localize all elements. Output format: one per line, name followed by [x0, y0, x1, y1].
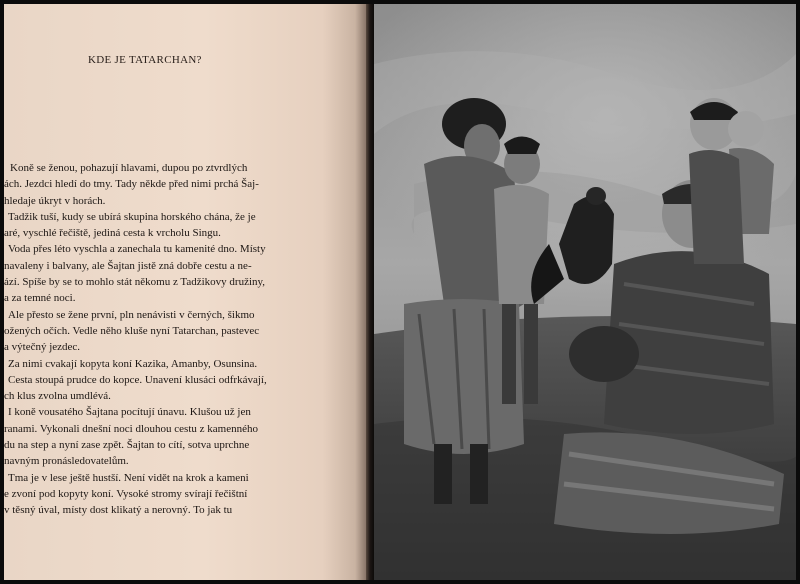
text-line: e zvoní pod kopyty koní. Vysoké stromy svírají řečištní — [4, 487, 248, 500]
text-line: a za temné noci. — [4, 292, 76, 305]
body-text — [4, 160, 364, 519]
text-line: ranami. Vykonali dnešní noci dlouhou cestu z kamenného — [4, 422, 258, 435]
text-line: I koně vousatého Šajtana pocítují únavu. Klušou už jen — [8, 406, 251, 419]
text-line: ází. Spíše by se to mohlo stát někomu z Tadžikovy družiny, — [4, 276, 266, 289]
text-line: aré, vyschlé řečiště, jediná cesta k vrcholu Singu. — [4, 227, 221, 240]
text-line: hledaje úkryt v horách. — [4, 194, 106, 207]
book-spread — [4, 4, 796, 580]
text-line: a výtečný jezdec. — [4, 341, 81, 354]
text-line: Cesta stoupá prudce do kopce. Unavení klusáci odfrkávají, — [8, 373, 267, 386]
chapter-heading: KDE JE TATARCHAN? — [88, 54, 202, 66]
text-line: Tma je v lese ještě hustší. Není vidět na krok a kameni — [8, 471, 249, 484]
right-page-photo — [374, 4, 796, 580]
text-line: ách. Jezdci hledí do tmy. Tady někde před nimi prchá Šaj- — [4, 178, 259, 191]
text-line: navným pronásledovatelům. — [4, 455, 129, 468]
text-line: Ale přesto se žene první, pln nenávisti v černých, šikmo — [8, 308, 255, 321]
left-page — [4, 4, 366, 580]
text-line: du na step a nyní zase zpět. Šajtan to cítí, sotva uprchne — [4, 439, 250, 452]
text-line: Za nimi cvakají kopyta koní Kazika, Amanby, Osunsina. — [8, 357, 258, 370]
text-line: navaleny i balvany, ale Šajtan jistě zná dobře cestu a ne- — [4, 259, 252, 272]
text-line: v těsný úval, místy dost klikatý a nerovný. To jak tu — [4, 504, 233, 517]
text-line: ch klus zvolna umdlévá. — [4, 390, 111, 403]
text-line: Tadžik tuší, kudy se ubírá skupina horského chána, že je — [8, 210, 256, 223]
book-gutter — [366, 4, 374, 580]
text-line: Voda přes léto vyschla a zanechala tu kamenité dno. Místy — [8, 243, 266, 256]
text-line: ožených očích. Vedle něho kluše nyní Tatarchan, pastevec — [4, 324, 260, 337]
photograph — [374, 4, 796, 580]
text-line: Koně se ženou, pohazují hlavami, dupou po ztvrdlých — [10, 162, 248, 174]
